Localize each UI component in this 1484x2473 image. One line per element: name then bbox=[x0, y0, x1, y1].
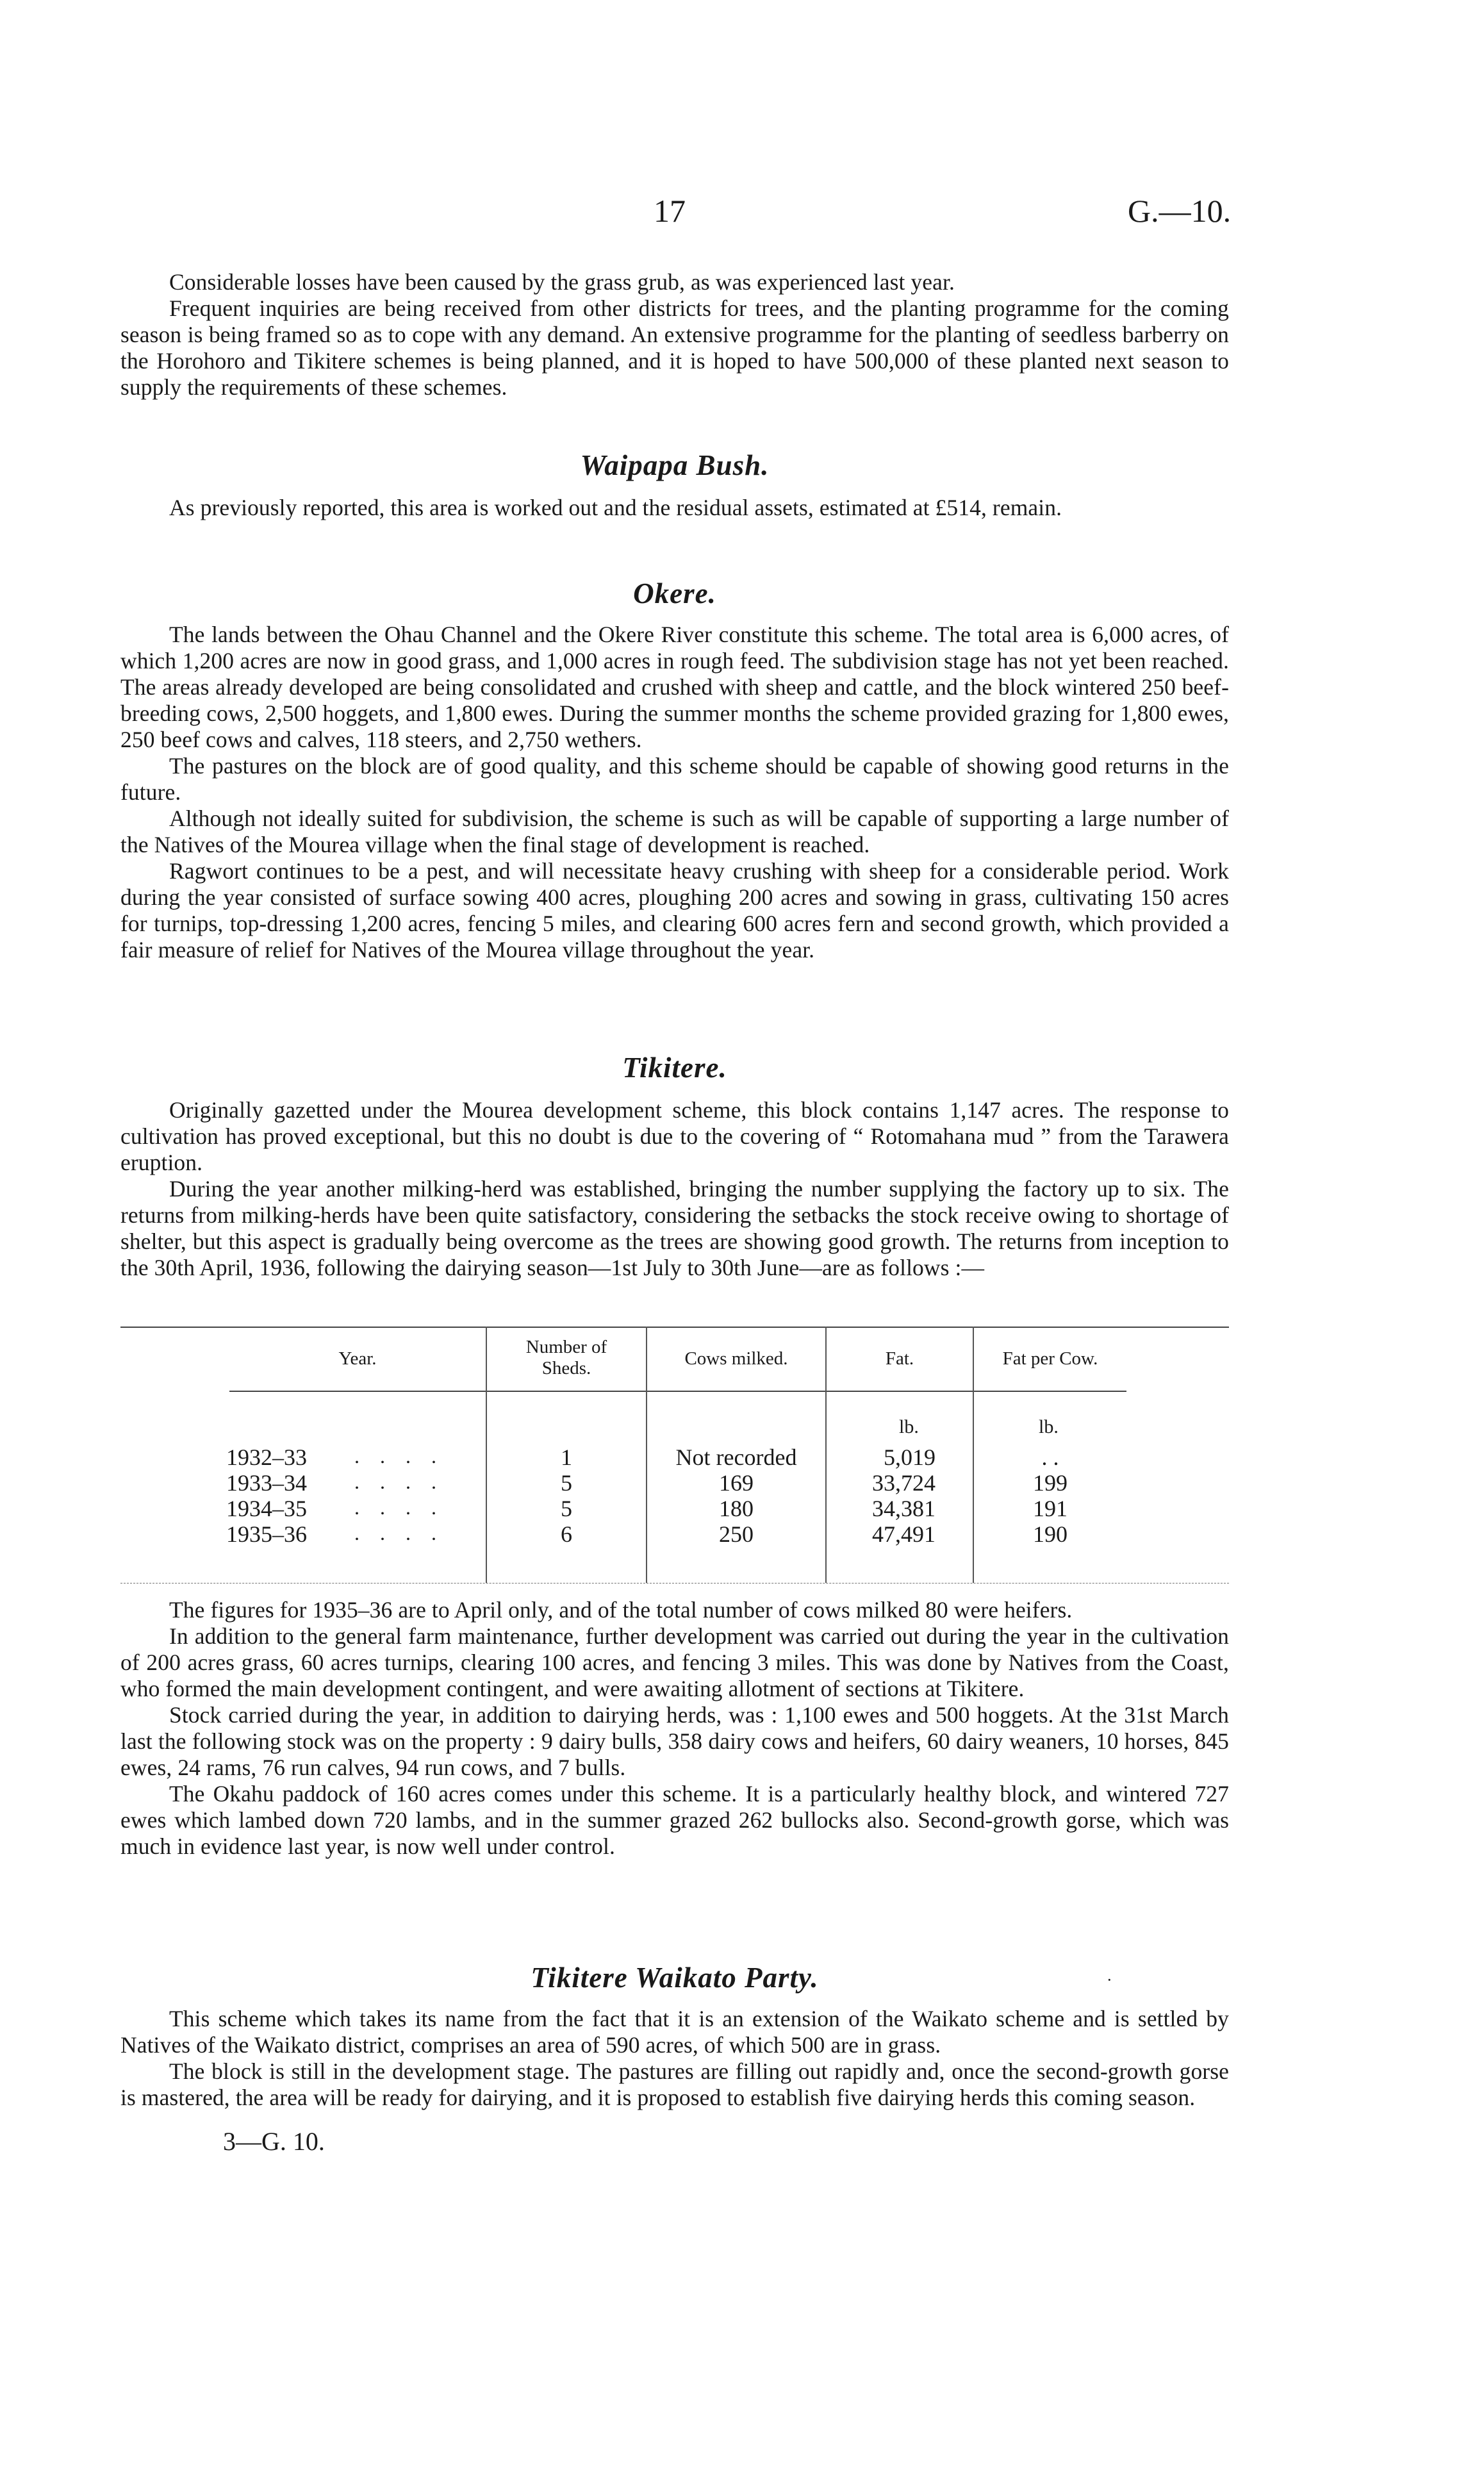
header-sheds-line1: Number of bbox=[525, 1337, 607, 1357]
cell-year: 1935–36 bbox=[226, 1521, 307, 1547]
section-title-waipapa: Waipapa Bush. bbox=[580, 449, 770, 481]
paragraph: The lands between the Ohau Channel and the Okere River constitute this scheme. The total area is 6,000 acres, of which 1,200 acres are now in good grass, and 1,000 acres in rough feed. The subdivision stage has not yet been reached. The areas already developed are being consolidated and crushed with sheep and cattle, and the block wintered 250 beef-breeding cows, 2,500 hoggets, and 1,800 ewes. During the summer months the scheme provided grazing for 1,800 ewes, 250 beef cows and calves, 118 steers, and 2,750 wethers. bbox=[120, 622, 1229, 752]
leader-dots: . . . . bbox=[354, 1496, 444, 1519]
cell-year: 1932–33 bbox=[226, 1444, 307, 1470]
paragraph: The block is still in the development stage. The pastures are filling out rapidly and, once the second-growth gorse is mastered, the area will be ready for dairying, and it is proposed to establish five dairying herds this coming season. bbox=[120, 2058, 1229, 2110]
page-number: 17 bbox=[654, 193, 686, 229]
paragraph: Although not ideally suited for subdivision, the scheme is such as will be capable of supporting a large number of the Natives of the Mourea village when the final stage of development is reached. bbox=[120, 806, 1229, 857]
signature-mark: 3—G. 10. bbox=[223, 2127, 325, 2156]
unit-fat-per-cow: lb. bbox=[1039, 1416, 1059, 1437]
cell-cows: 250 bbox=[719, 1521, 754, 1547]
paragraph: Ragwort continues to be a pest, and will necessitate heavy crushing with sheep for a considerable period. Work during the year consisted of surface sowing 400 acres, ploughing 200 acres and sowing in grass, cultivating 150 acres for turnips, top-dressing 1,200 acres, fencing 5 miles, and clearing 600 acres fern and second growth, which provided a fair measure of relief for Natives of the Mourea village throughout the year. bbox=[120, 858, 1229, 963]
paragraph: The pastures on the block are of good quality, and this scheme should be capable of showing good returns in the future. bbox=[120, 753, 1229, 805]
dairy-returns-table bbox=[120, 1327, 1229, 1583]
header-sheds-line2: Sheds. bbox=[541, 1358, 591, 1378]
cell-fat-per-cow: 199 bbox=[1033, 1470, 1068, 1496]
cell-year: 1933–34 bbox=[226, 1470, 307, 1496]
paragraph: Frequent inquiries are being received from other districts for trees, and the planting programme for the coming season is being framed so as to cope with any demand. An extensive programme for the planting of seedless barberry on the Horohoro and Tikitere schemes is being planned, and it is hoped to have 500,000 of these planted next season to supply the requirements of these schemes. bbox=[120, 295, 1229, 400]
table-header-rule bbox=[229, 1391, 1126, 1392]
cell-sheds: 5 bbox=[561, 1496, 572, 1521]
tikitere-section-intro bbox=[120, 1097, 1229, 1281]
cell-fat: 33,724 bbox=[872, 1470, 936, 1496]
leader-dots: . . . . bbox=[354, 1521, 444, 1544]
cell-sheds: 5 bbox=[561, 1470, 572, 1496]
leader-dots: . . . . bbox=[354, 1470, 444, 1493]
paragraph: This scheme which takes its name from the fact that it is an extension of the Waikato scheme and is settled by Natives of the Waikato district, comprises an area of 590 acres, of which 500 are in grass. bbox=[120, 2006, 1229, 2058]
document-reference: G.—10. bbox=[1128, 193, 1232, 229]
paragraph: As previously reported, this area is worked out and the residual assets, estimated at £514, remain. bbox=[169, 495, 1062, 520]
waikato-section bbox=[120, 2006, 1229, 2111]
intro-section bbox=[120, 269, 1229, 401]
header-year: Year. bbox=[338, 1348, 377, 1369]
leader-dots: . . . . bbox=[354, 1444, 444, 1468]
cell-sheds: 1 bbox=[561, 1444, 572, 1470]
cell-cows: 180 bbox=[719, 1496, 754, 1521]
cell-cows: 169 bbox=[719, 1470, 754, 1496]
tikitere-section-after bbox=[120, 1597, 1229, 1860]
table-top-rule bbox=[120, 1327, 1229, 1328]
cell-fat: 5,019 bbox=[884, 1444, 936, 1470]
section-title-okere: Okere. bbox=[633, 577, 716, 609]
cell-fat-per-cow: 191 bbox=[1033, 1496, 1068, 1521]
stray-mark: · bbox=[1107, 1971, 1112, 1989]
cell-fat: 47,491 bbox=[872, 1521, 936, 1547]
header-fat-per-cow: Fat per Cow. bbox=[1002, 1348, 1098, 1369]
cell-cows: Not recorded bbox=[675, 1444, 797, 1470]
cell-fat-per-cow: . . bbox=[1041, 1444, 1059, 1470]
cell-fat-per-cow: 190 bbox=[1033, 1521, 1068, 1547]
header-cows-milked: Cows milked. bbox=[684, 1348, 788, 1369]
section-title-tikitere: Tikitere. bbox=[622, 1052, 727, 1084]
okere-section bbox=[120, 622, 1229, 963]
header-sheds bbox=[487, 1337, 646, 1379]
header-fat: Fat. bbox=[885, 1348, 914, 1369]
waipapa-section bbox=[120, 495, 1229, 521]
cell-year: 1934–35 bbox=[226, 1496, 307, 1521]
paragraph: Considerable losses have been caused by the grass grub, as was experienced last year. bbox=[169, 269, 955, 295]
paragraph: The Okahu paddock of 160 acres comes under this scheme. It is a particularly healthy block, and wintered 727 ewes which lambed down 720 lambs, and in the summer grazed 262 bullocks also. Second-growth gorse, which was much in evidence last year, is now well under control. bbox=[120, 1781, 1229, 1859]
table-bottom-rule bbox=[120, 1583, 1229, 1584]
cell-fat: 34,381 bbox=[872, 1496, 936, 1521]
section-title-waikato: Tikitere Waikato Party. bbox=[531, 1962, 819, 1994]
paragraph: Stock carried during the year, in addition to dairying herds, was : 1,100 ewes and 500 hoggets. At the 31st March last the following stock was on the property : 9 dairy bulls, 358 dairy cows and heifers, 60 dairy weaners, 10 horses, 845 ewes, 24 rams, 76 run calves, 94 run cows, and 7 bulls. bbox=[120, 1702, 1229, 1780]
unit-fat: lb. bbox=[899, 1416, 919, 1437]
paragraph: The figures for 1935–36 are to April only, and of the total number of cows milked 80 were heifers. bbox=[169, 1597, 1073, 1623]
paragraph: Originally gazetted under the Mourea development scheme, this block contains 1,147 acres. The response to cultivation has proved exceptional, but this no doubt is due to the covering of “ Rotomahana mud ” from the Tarawera eruption. bbox=[120, 1097, 1229, 1175]
paragraph: In addition to the general farm maintenance, further development was carried out during the year in the cultivation of 200 acres grass, 60 acres turnips, clearing 100 acres, and fencing 3 miles. This was done by Natives from the Coast, who formed the main development contingent, and were awaiting allotment of sections at Tikitere. bbox=[120, 1623, 1229, 1701]
cell-sheds: 6 bbox=[561, 1521, 572, 1547]
paragraph: During the year another milking-herd was established, bringing the number supplying the factory up to six. The returns from milking-herds have been quite satisfactory, considering the setbacks the stock receive owing to shortage of shelter, but this aspect is gradually being overcome as the trees are showing good growth. The returns from inception to the 30th April, 1936, following the dairying season—1st July to 30th June—are as follows :— bbox=[120, 1176, 1229, 1280]
